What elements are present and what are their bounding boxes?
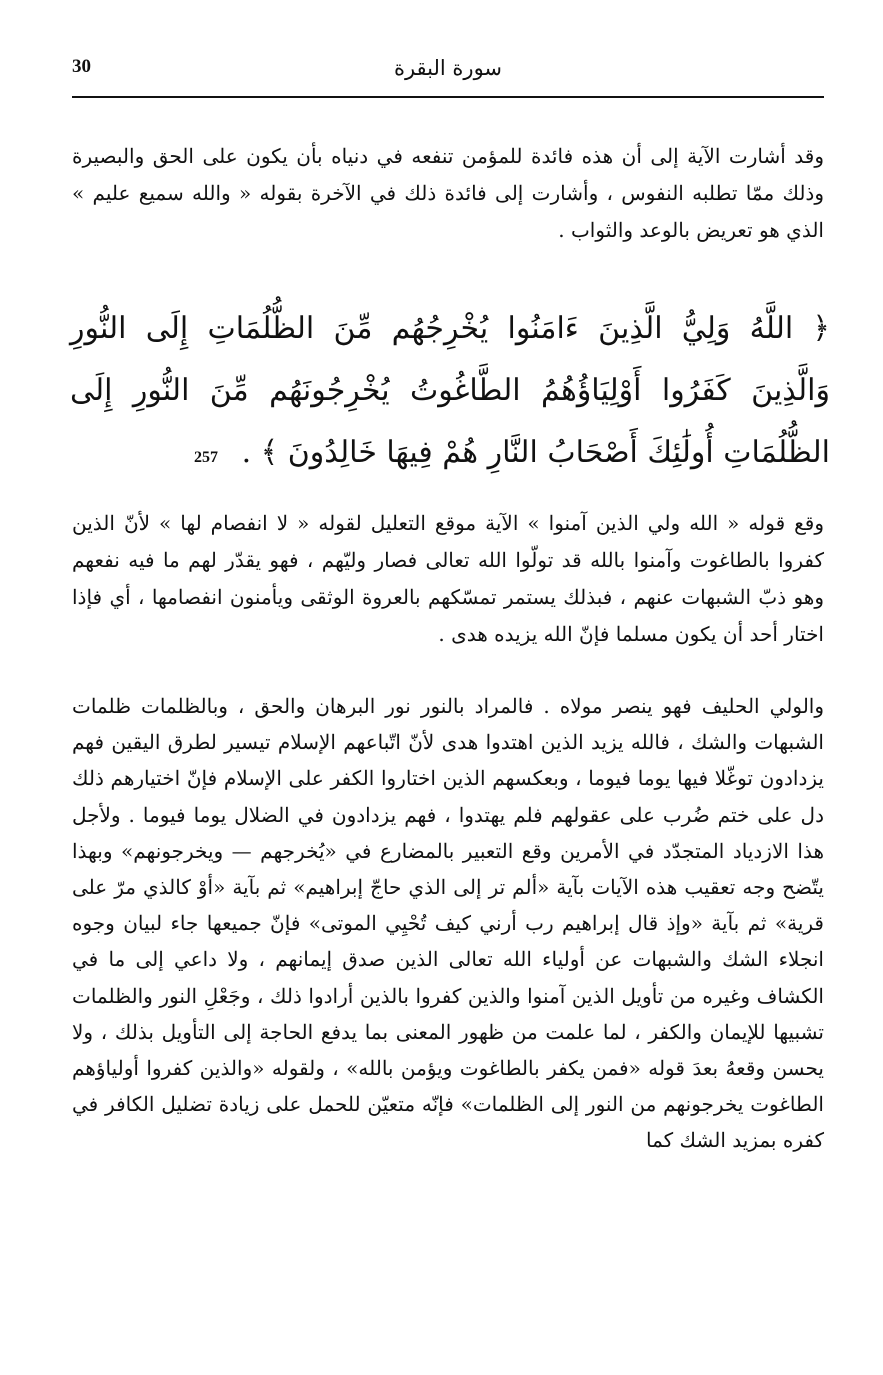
page-number: 30 (72, 56, 91, 77)
commentary-paragraph-1: وقد أشارت الآية إلى أن هذه فائدة للمؤمن تنفعه في دنياه بأن يكون على الحق والبصيرة وذلك ممّا تطلبه النفوس ، وأشارت إلى فائدة ذلك في الآخرة بقوله « والله سميع عليم » الذي هو تعريض بالوعد والثواب . (72, 144, 824, 242)
verse-text: ﴿ اللَّهُ وَلِيُّ الَّذِينَ ءَامَنُوا يُخْرِجُهُم مِّنَ الظُّلُمَاتِ إِلَى النُّورِ وَالَّذِينَ كَفَرُوا أَوْلِيَاؤُهُمُ الطَّاغُوتُ يُخْرِجُونَهُم مِّنَ النُّورِ إِلَى الظُّلُمَاتِ أُولَٰئِكَ أَصْحَابُ النَّارِ هُمْ فِيهَا خَالِدُونَ ﴾ . (70, 311, 830, 470)
commentary-paragraph-3: والولي الحليف فهو ينصر مولاه . فالمراد بالنور نور البرهان والحق ، وبالظلمات ظلمات الشبهات والشك ، فالله يزيد الذين اهتدوا هدى لأنّ اتّباعهم الإسلام تيسير لطرق اليقين فهم يزدادون توغّلا فيها يوما فيوما ، وبعكسهم الذين اختاروا الكفر على الإسلام فإنّ اختيارهم ذلك دل على ختم ضُرب على عقولهم فلم يهتدوا ، فهم يزدادون في الضلال يوما فيوما . ولأجل هذا الازدياد المتجدّد في الأمرين وقع التعبير بالمضارع في «يُخرجهم — ويخرجونهم» وبهذا يتّضح وجه تعقيب هذه الآيات بآية «ألم تر إلى الذي حاجّ إبراهيم» ثم بآية «أوْ كالذي مرّ على قرية» ثم بآية «وإذ قال إبراهيم رب أرني كيف تُحْيِي الموتى» فإنّ جميعها جاء لبيان وجوه انجلاء الشك والشبهات عن أولياء الله تعالى الذين صدق إيمانهم ، ولا داعي إلى ما في الكشاف وغيره من تأويل الذين آمنوا والذين كفروا بالذين أرادوا ذلك ، وجَعْلِ النور والظلمات تشبيها للإيمان والكفر ، لما علمت من ظهور المعنى بما يدفع الحاجة إلى التأويل بذلك ، ولا يحسن وقعهُ بعدَ قوله «فمن يكفر بالطاغوت ويؤمن بالله» ، ولقوله «والذين كفروا أولياؤهم الطاغوت يخرجونهم من النور إلى الظلمات» فإنّه متعيّن للحمل على زيادة تضليل الكافر في كفره بمزيد الشك كما (72, 694, 824, 1153)
surah-title: سورة البقرة (393, 56, 503, 80)
quran-verse (70, 298, 830, 489)
verse-number: 257 (194, 449, 219, 466)
page-header (72, 52, 824, 98)
commentary-paragraph-2: وقع قوله « الله ولي الذين آمنوا » الآية موقع التعليل لقوله « لا انفصام لها » لأنّ الذين كفروا بالطاغوت وآمنوا بالله قد تولّوا الله تعالى فصار وليّهم ، فهو يقدّر لهم ما فيه نفعهم وهو ذبّ الشبهات عنهم ، فبذلك يستمر تمسّكهم بالعروة الوثقى ويأمنون انفصامها ، أي فإذا اختار أحد أن يكون مسلما فإنّ الله يزيده هدى . (72, 511, 824, 646)
